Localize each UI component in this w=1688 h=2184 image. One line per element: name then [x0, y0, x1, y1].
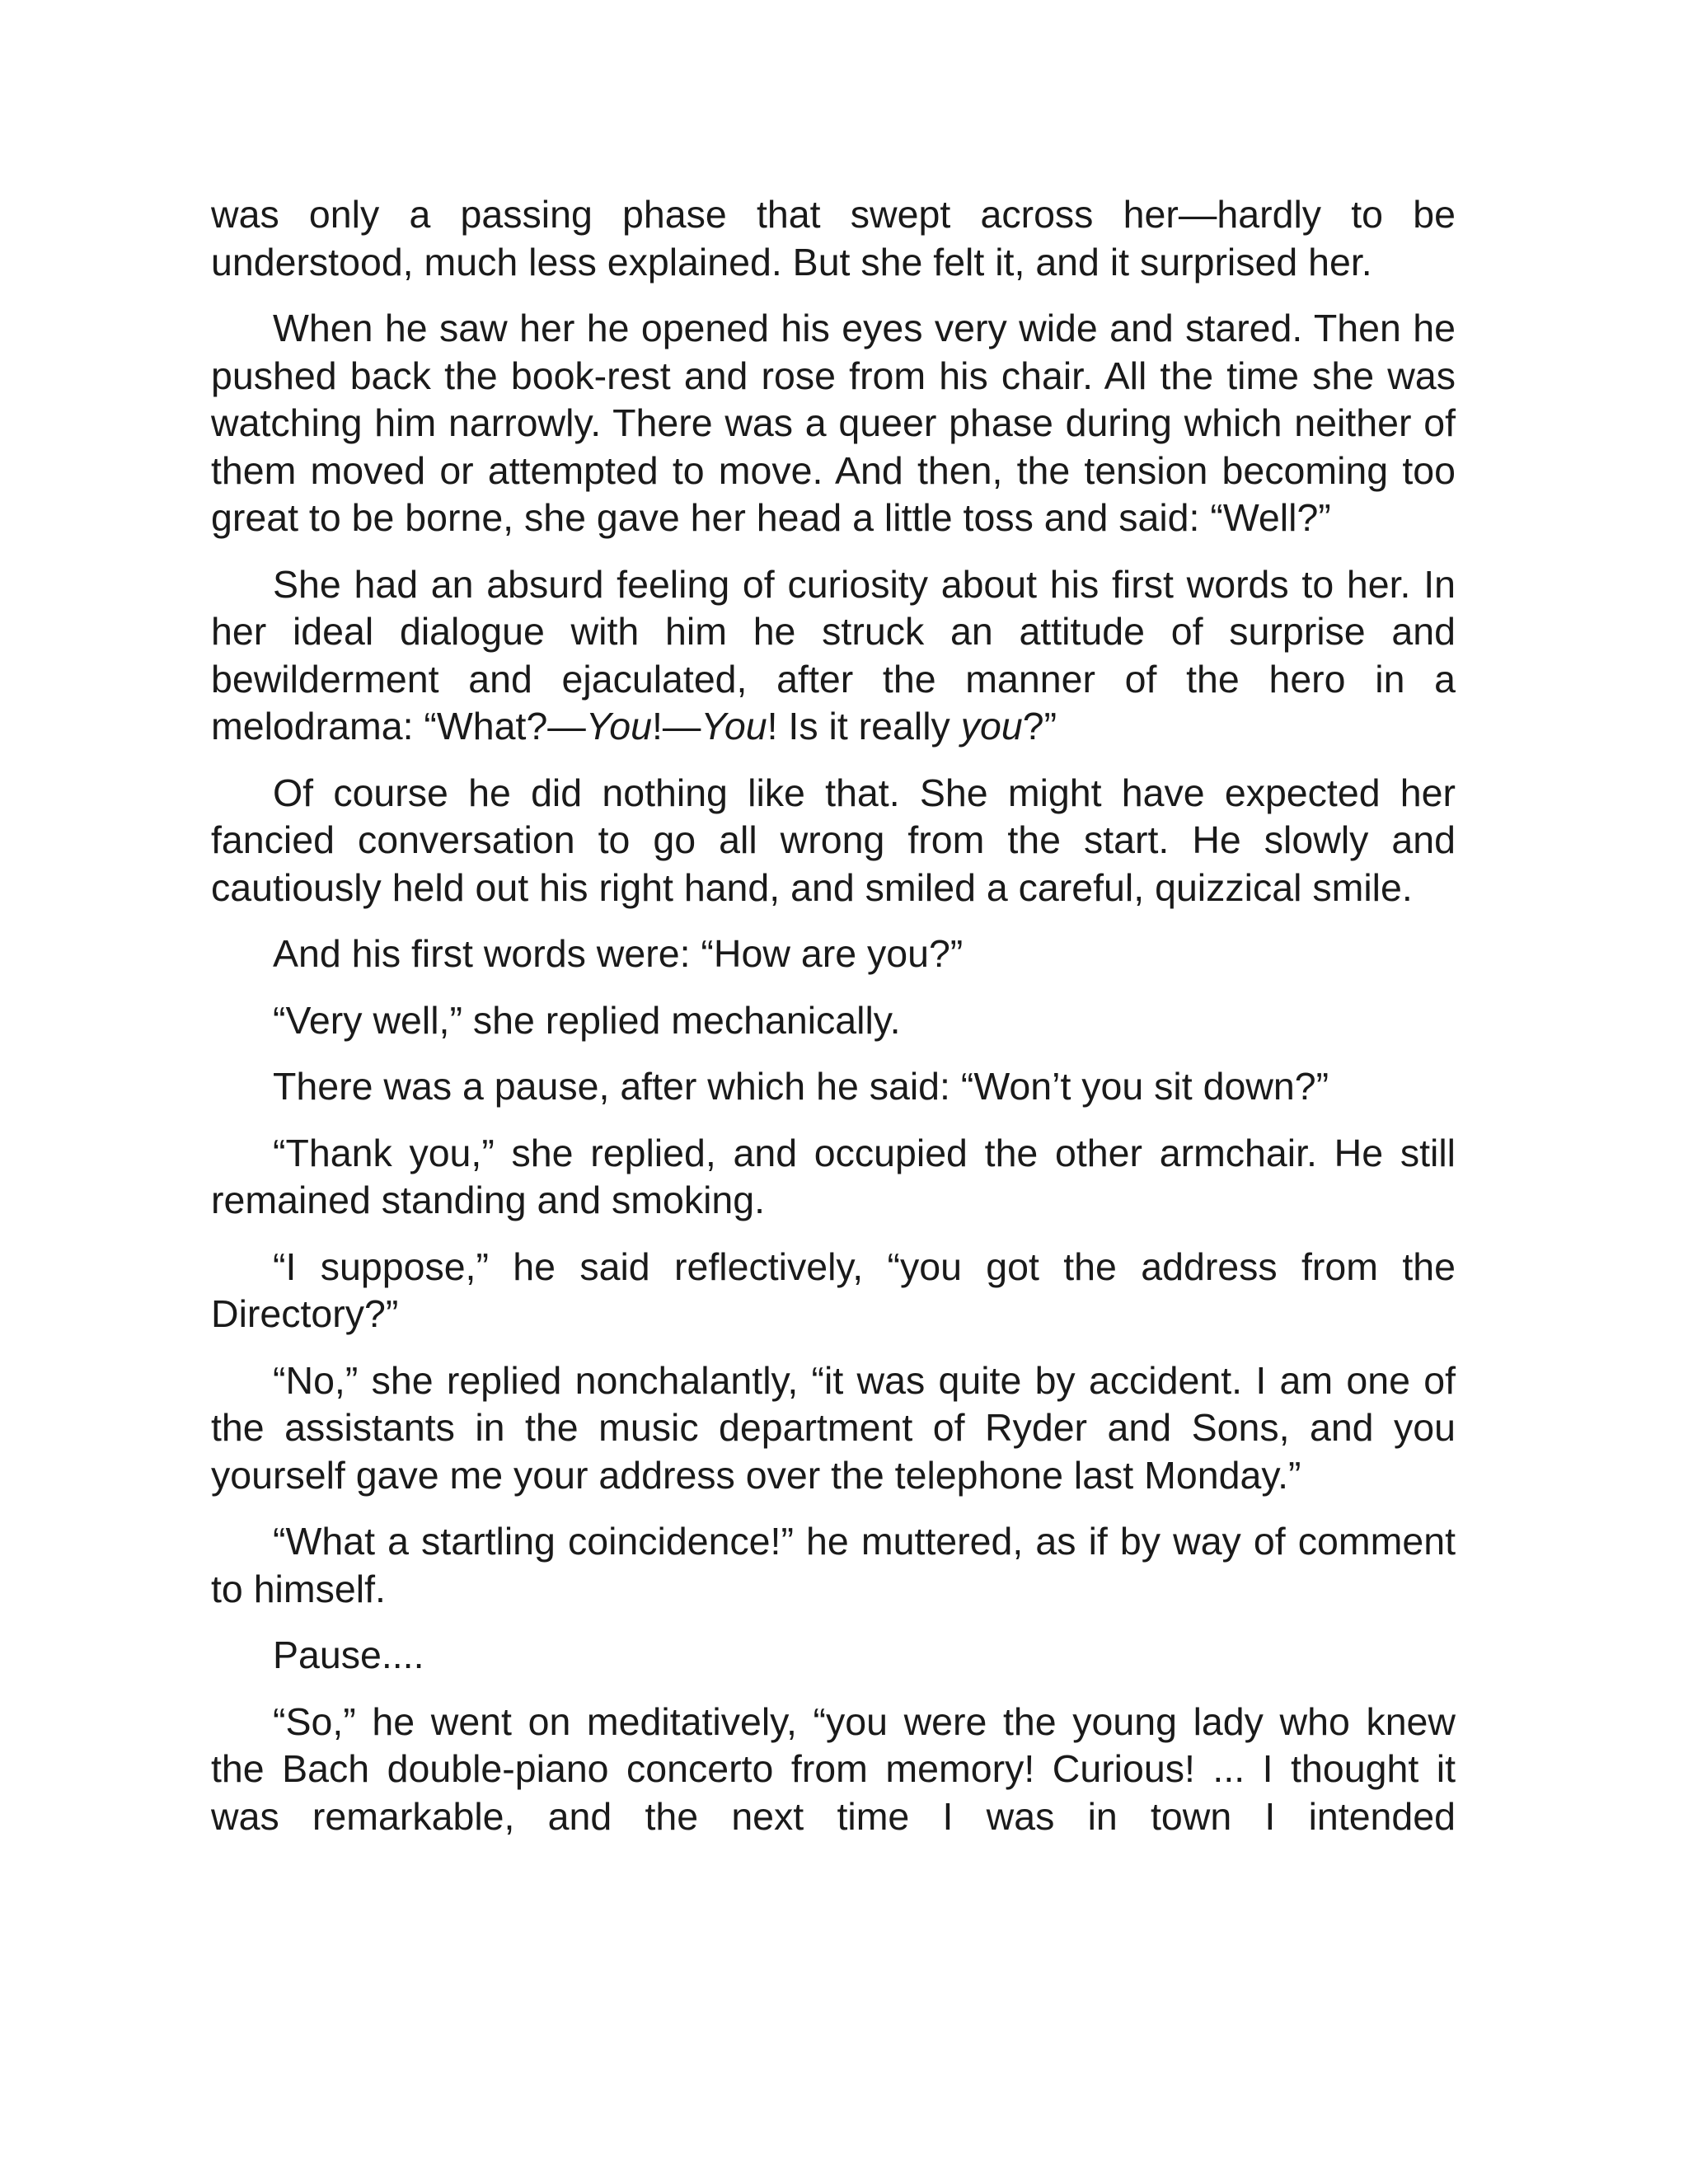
- text-run: Of course he did nothing like that. She might have expected her fancied conversation to go all wrong from the start. He slowly and cautiously held out his right hand, and smiled a careful, quizzical smile.: [211, 771, 1456, 909]
- paragraph-9: [211, 1244, 1456, 1338]
- paragraph-1: [211, 191, 1456, 286]
- text-run: And his first words were: “How are you?”: [273, 932, 964, 975]
- text-run: “I suppose,” he said reflectively, “you got the address from the Directory?”: [211, 1244, 1456, 1335]
- paragraph-4: [211, 770, 1456, 912]
- paragraph-3: [211, 561, 1456, 751]
- paragraph-5: [211, 930, 1456, 978]
- text-run: !—: [651, 705, 701, 748]
- paragraph-8: [211, 1130, 1456, 1225]
- italic-run: You: [585, 705, 652, 748]
- paragraph-13: [211, 1699, 1456, 1841]
- text-run: ?”: [1022, 705, 1057, 748]
- italic-run: you: [960, 705, 1023, 748]
- text-run: When he saw her he opened his eyes very wide and stared. Then he pushed back the book-rest and rose from his chair. All the time she was watching him narrowly. There was a queer phase during which neither of them moved or attempted to move. And then, the tension becoming too great to be borne, she gave her head a little toss and said: “Well?”: [211, 307, 1456, 539]
- italic-run: You: [701, 705, 767, 748]
- paragraph-10: [211, 1357, 1456, 1500]
- text-run: “So,” he went on meditatively, “you were the young lady who knew the Bach double-piano concerto from memory! Curious! ... I thought it was remarkable, and the next time I was in town I intended: [211, 1699, 1456, 1838]
- text-run: ! Is it really: [767, 705, 961, 748]
- paragraph-2: [211, 305, 1456, 542]
- text-run: She had an absurd feeling of curiosity about his first words to her. In her ideal dialogue with him he struck an attitude of surprise and bewilderment and ejaculated, after the manner of the hero in a melodrama: “What?—: [211, 562, 1456, 748]
- text-run: Pause....: [273, 1633, 424, 1676]
- paragraph-12: [211, 1632, 1456, 1680]
- book-page: [211, 191, 1456, 1859]
- text-run: “Thank you,” she replied, and occupied the other armchair. He still remained standing and smoking.: [211, 1131, 1456, 1221]
- paragraph-7: [211, 1063, 1456, 1111]
- text-run: was only a passing phase that swept across her—hardly to be understood, much less explained. But she felt it, and it surprised her.: [211, 193, 1456, 284]
- text-run: “No,” she replied nonchalantly, “it was quite by accident. I am one of the assistants in the music department of Ryder and Sons, and you yourself gave me your address over the telephone last Monday.”: [211, 1358, 1456, 1497]
- text-run: There was a pause, after which he said: “Won’t you sit down?”: [273, 1065, 1329, 1108]
- paragraph-6: [211, 997, 1456, 1045]
- text-run: “Very well,” she replied mechanically.: [273, 998, 901, 1042]
- paragraph-11: [211, 1518, 1456, 1613]
- text-run: “What a startling coincidence!” he muttered, as if by way of comment to himself.: [211, 1520, 1456, 1610]
